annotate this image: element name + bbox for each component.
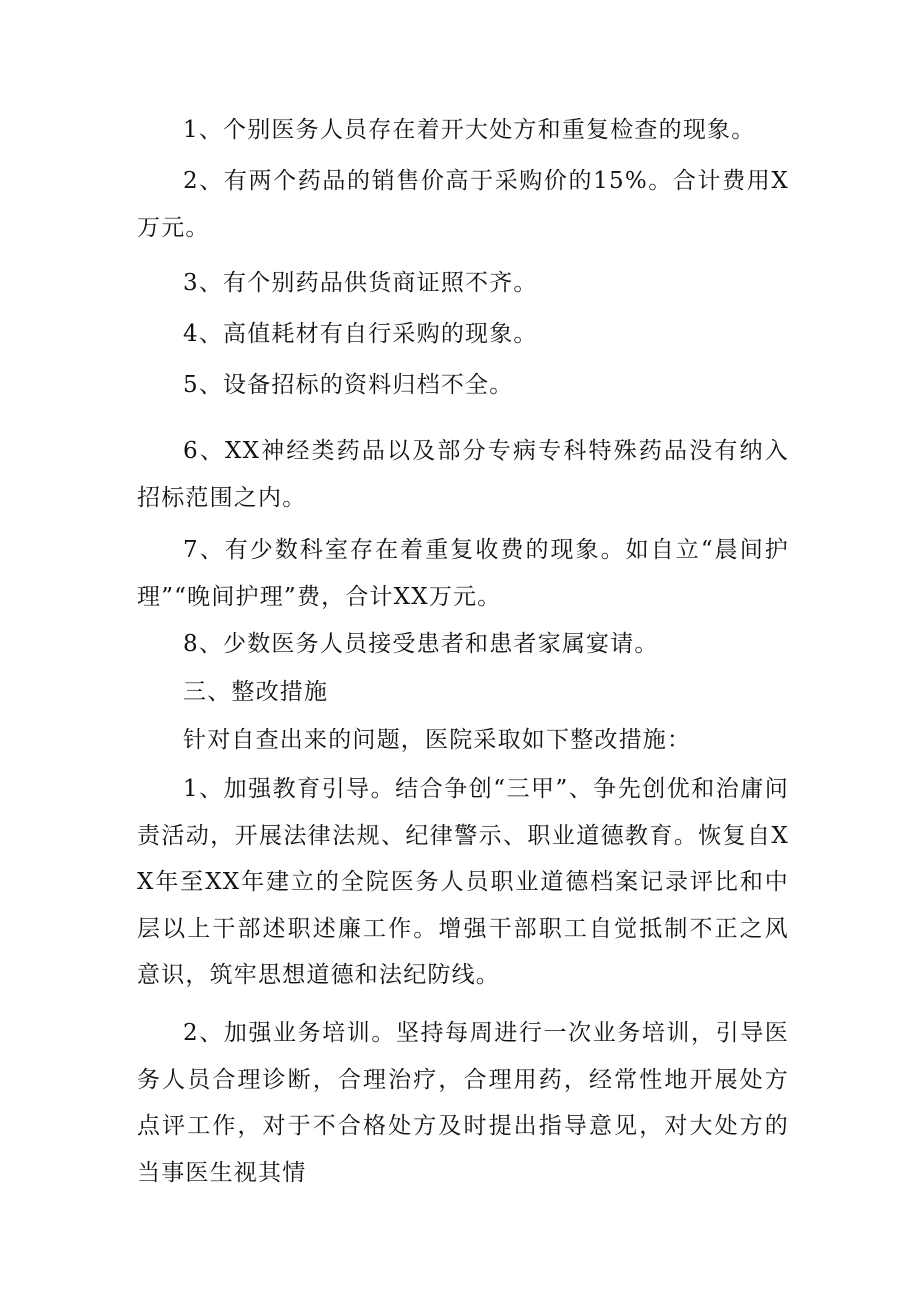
paragraph-issue-6: 6、XX神经类药品以及部分专病专科特殊药品没有纳入招标范围之内。 [137,438,789,511]
paragraph-issue-4: 4、高值耗材有自行采购的现象。 [183,321,538,347]
paragraph-issue-3: 3、有个别药品供货商证照不齐。 [183,270,538,296]
paragraph-issue-7: 7、有少数科室存在着重复收费的现象。如自立“晨间护理”“晚间护理”费，合计XX万元。 [137,537,789,610]
paragraph-issue-5: 5、设备招标的资料归档不全。 [183,372,514,398]
section-heading: 三、整改措施 [183,679,329,705]
paragraph-issue-8: 8、少数医务人员接受患者和患者家属宴请。 [183,631,659,657]
paragraph-intro: 针对自查出来的问题，医院采取如下整改措施： [183,727,692,753]
paragraph-measure-1: 1、加强教育引导。结合争创“三甲”、争先创优和治庸问责活动，开展法律法规、纪律警示、职业道德教育。恢复自XX年至XX年建立的全院医务人员职业道德档案记录评比和中层以上干部述职述廉工作。增强干部职工自觉抵制不正之风意识，筑牢思想道德和法纪防线。 [137,776,789,988]
paragraph-issue-2: 2、有两个药品的销售价高于采购价的15%。合计费用X万元。 [137,168,789,241]
paragraph-issue-1: 1、个别医务人员存在着开大处方和重复检查的现象。 [183,117,756,143]
paragraph-measure-2: 2、加强业务培训。坚持每周进行一次业务培训，引导医务人员合理诊断，合理治疗，合理用药，经常性地开展处方点评工作，对于不合格处方及时提出指导意见，对大处方的当事医生视其情 [137,1020,789,1186]
